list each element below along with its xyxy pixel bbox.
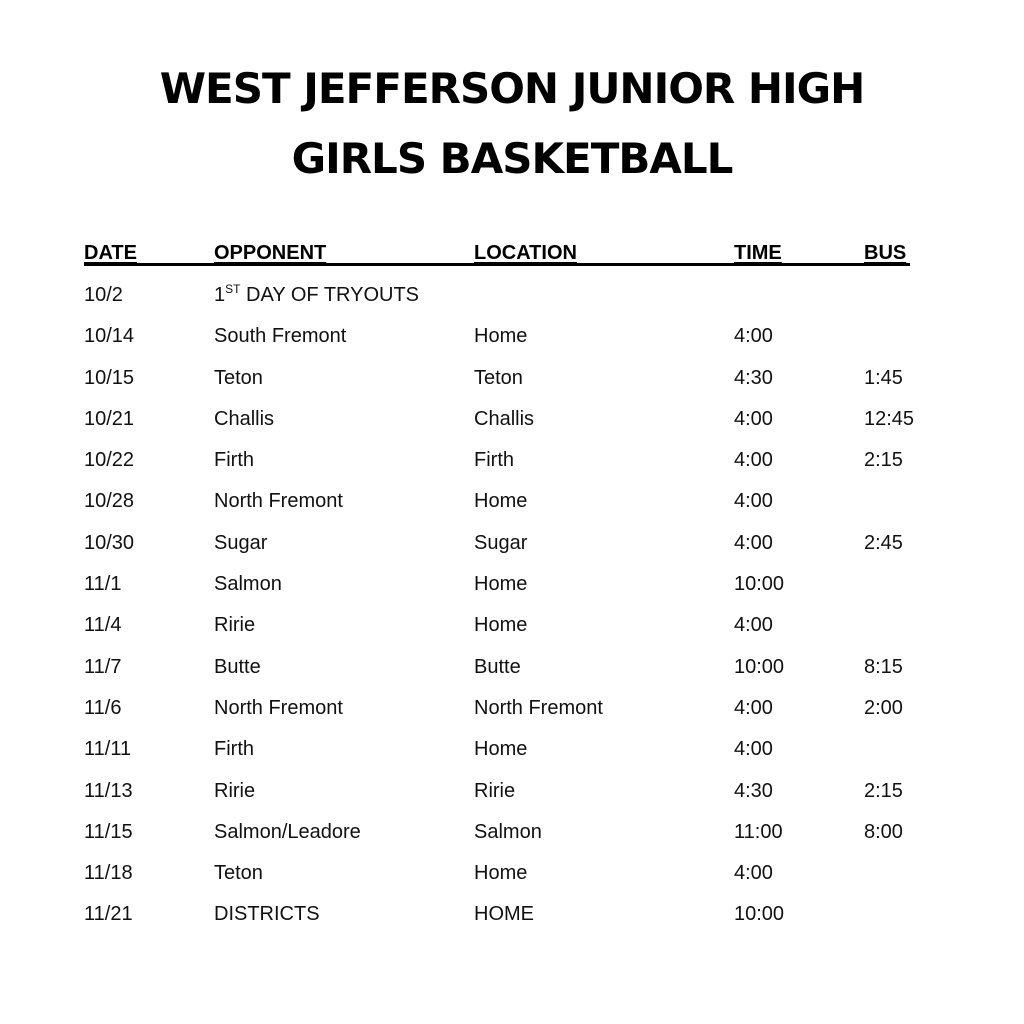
cell-location: Salmon [474,820,542,843]
cell-opponent: Teton [214,862,263,885]
cell-time: 4:00 [734,490,773,513]
cell-time: 4:00 [734,449,773,472]
table-row [84,445,934,486]
cell-opponent: Ririe [214,779,256,802]
cell-bus: 2:15 [864,779,903,802]
cell-location: Home [474,738,528,761]
cell-bus: 2:00 [864,696,903,719]
cell-bus: 8:00 [864,820,903,843]
cell-bus: 2:45 [864,531,903,554]
cell-date: 10/14 [84,325,135,348]
cell-location: Ririe [474,779,516,802]
table-row [84,858,934,899]
table-row [84,899,934,940]
page-title-line-1: WEST JEFFERSON JUNIOR HIGH [159,64,865,113]
cell-bus: 8:15 [864,655,903,678]
cell-location: Firth [474,449,514,472]
table-header [84,240,910,266]
table-row [84,652,934,693]
cell-opponent: Salmon/Leadore [214,820,361,843]
header-date: DATE [84,242,137,264]
cell-opponent: South Fremont [214,325,347,348]
cell-location: Home [474,325,528,348]
table-row [84,528,934,569]
table-row [84,486,934,527]
cell-time: 4:00 [734,696,773,719]
cell-location: HOME [474,903,534,926]
cell-date: 11/7 [84,655,122,678]
cell-date: 11/15 [84,820,133,843]
cell-opponent: Firth [214,449,254,472]
cell-date: 10/2 [84,284,123,306]
cell-opponent: Sugar [214,531,268,554]
table-row [84,610,934,651]
cell-location: Butte [474,655,521,678]
cell-date: 11/18 [84,862,133,885]
table-row [84,363,934,404]
cell-bus: 1:45 [864,366,903,389]
cell-location: Home [474,573,528,596]
cell-location: Teton [474,366,523,389]
schedule-table [84,280,934,941]
cell-time: 4:00 [734,862,773,885]
cell-tryouts [214,284,419,307]
table-row [84,776,934,817]
cell-date: 11/4 [84,614,122,637]
cell-bus: 12:45 [864,407,915,430]
cell-time: 10:00 [734,903,785,926]
cell-date: 10/22 [84,449,135,472]
cell-time: 4:00 [734,738,773,761]
cell-date: 11/1 [84,573,122,596]
cell-opponent: DISTRICTS [214,903,320,926]
cell-location: Challis [474,407,535,430]
table-row [84,404,934,445]
tryouts-ordinal-suffix: ST [225,282,241,296]
table-row [84,569,934,610]
cell-date: 11/6 [84,696,122,719]
table-row [84,693,934,734]
header-opponent: OPPONENT [214,242,327,264]
table-row [84,321,934,362]
cell-time: 4:00 [734,531,773,554]
header-time: TIME [734,242,782,264]
tryouts-text: DAY OF TRYOUTS [240,284,420,306]
cell-opponent: North Fremont [214,696,343,719]
cell-date: 10/28 [84,490,135,513]
cell-date: 10/30 [84,531,135,554]
cell-time: 11:00 [734,820,783,843]
cell-date: 11/11 [84,738,132,761]
cell-bus: 2:15 [864,449,903,472]
cell-date: 11/13 [84,779,133,802]
cell-time: 4:00 [734,325,773,348]
cell-date: 10/21 [84,407,135,430]
cell-location: North Fremont [474,696,603,719]
cell-opponent: Challis [214,407,275,430]
cell-opponent: Butte [214,655,261,678]
cell-opponent: North Fremont [214,490,343,513]
cell-location: Home [474,490,528,513]
cell-time: 10:00 [734,655,785,678]
cell-time: 4:30 [734,779,773,802]
table-row-tryouts [84,280,934,321]
cell-location: Home [474,614,528,637]
cell-date: 10/15 [84,366,135,389]
cell-location: Home [474,862,528,885]
page-title-line-2: GIRLS BASKETBALL [291,134,733,183]
cell-time: 10:00 [734,573,785,596]
cell-time: 4:00 [734,407,773,430]
cell-time: 4:00 [734,614,773,637]
header-bus: BUS [864,242,907,264]
cell-opponent: Firth [214,738,254,761]
cell-opponent: Ririe [214,614,256,637]
cell-date: 11/21 [84,903,133,926]
tryouts-number: 1 [214,284,226,306]
table-row [84,817,934,858]
header-location: LOCATION [474,242,577,264]
table-row [84,734,934,775]
cell-opponent: Salmon [214,573,282,596]
cell-location: Sugar [474,531,528,554]
cell-opponent: Teton [214,366,263,389]
cell-time: 4:30 [734,366,773,389]
